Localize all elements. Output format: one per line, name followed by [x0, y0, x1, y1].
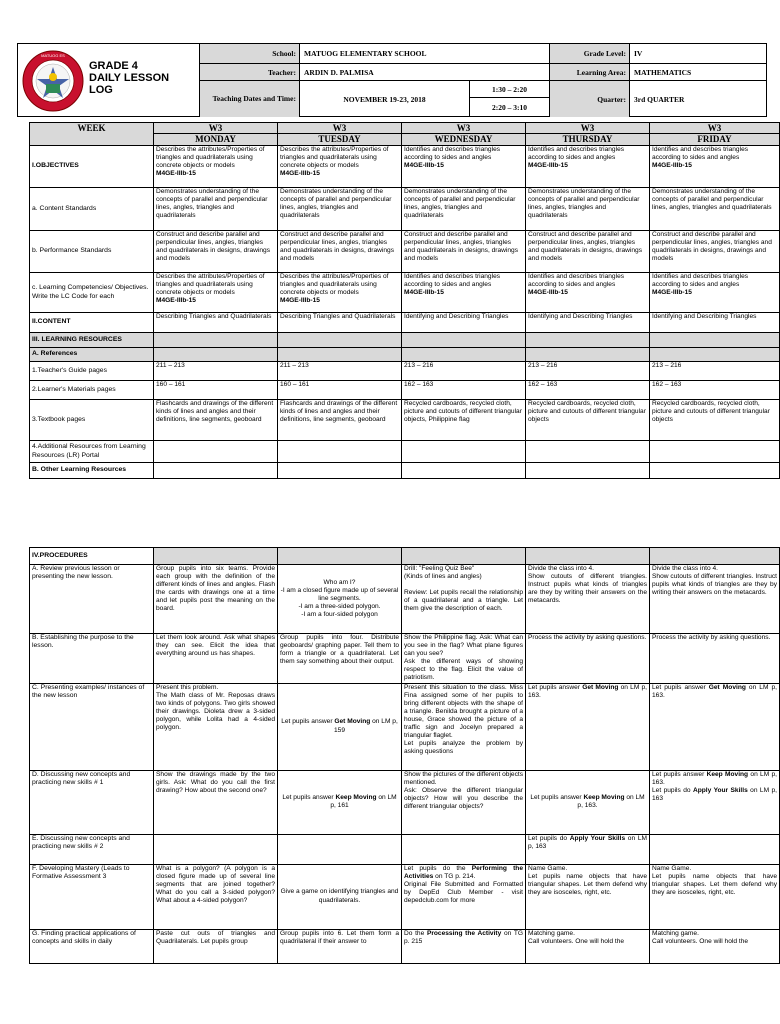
cell-wednesday: Construct and describe parallel and perpendicular lines, angles, triangles and quadrilaterals in designs, drawings and models [402, 231, 526, 273]
row-label-4-additional-resources-from-learning-res: 4.Additional Resources from Learning Resources (LR) Portal [30, 441, 154, 463]
cell-tuesday [278, 463, 402, 479]
row-label-b-establishing-the-purpose-to-the-lesson: B. Establishing the purpose to the lesson. [30, 634, 154, 684]
cell-wednesday: Identifies and describes triangles according to sides and angles M4GE-IIIb-15 [402, 273, 526, 313]
cell-thursday: Identifying and Describing Triangles [526, 313, 650, 333]
cell-monday [154, 441, 278, 463]
cell-thursday: Process the activity by asking questions. [526, 634, 650, 684]
cell-monday: Show the drawings made by the two girls. Ask: What do you call the first drawing? How about the second one? [154, 770, 278, 834]
rows1-row [30, 231, 780, 273]
cell-tuesday: 211 – 213 [278, 362, 402, 381]
cell-thursday: Matching game. Call volunteers. One will hold the [526, 929, 650, 963]
cell-thursday [526, 441, 650, 463]
cell-tuesday: Flashcards and drawings of the different kinds of lines and angles and their definitions, line segments, geoboard [278, 400, 402, 441]
cell-tuesday: Group pupils into 6. Let them form a quadrilateral if their answer to [278, 929, 402, 963]
day-monday: MONDAY [154, 134, 278, 146]
row-label-g-finding-practical-applications-of-conc: G. Finding practical applications of concepts and skills in daily [30, 929, 154, 963]
cell-friday [650, 333, 780, 348]
cell-friday: Construct and describe parallel and perpendicular lines, angles, triangles and quadrilaterals in designs, drawings and models [650, 231, 780, 273]
cell-monday: Paste cut outs of triangles and Quadrilaterals. Let pupils group [154, 929, 278, 963]
cell-wednesday: Show the Philippine flag. Ask: What can you see in the flag? What plane figures can you see? Ask the different ways of showing respect to the flag. Elicit the value of patriotism. [402, 634, 526, 684]
cell-tuesday [278, 441, 402, 463]
cell-tuesday: Describes the attributes/Properties of triangles and quadrilaterals using concrete objects or models M4GE-IIIb-15 [278, 273, 402, 313]
cell-thursday: Let pupils answer Get Moving on LM p, 163. [526, 683, 650, 770]
cell-friday: Name Game. Let pupils name objects that have triangular shapes. Let them defend why they are isosceles, right, etc. [650, 864, 780, 929]
cell-friday: Process the activity by asking questions. [650, 634, 780, 684]
procedures-table [29, 547, 780, 964]
cell-monday: Group pupils into six teams. Provide each group with the definition of the different kinds of lines and angles. Flash the cards with drawings one at a time and let pupils post the meaning on the board. [154, 565, 278, 634]
cell-wednesday: 162 – 163 [402, 381, 526, 400]
rows1-row [30, 273, 780, 313]
rows1-row [30, 400, 780, 441]
cell-tuesday: Give a game on identifying triangles and quadrilaterals. [278, 864, 402, 929]
cell-thursday: 162 – 163 [526, 381, 650, 400]
cell-thursday: Construct and describe parallel and perpendicular lines, angles, triangles and quadrilaterals in designs, drawings and models [526, 231, 650, 273]
cell-wednesday [402, 348, 526, 362]
row-label-iv-procedures: IV.PROCEDURES [30, 548, 154, 565]
cell-friday: Identifies and describes triangles according to sides and angles M4GE-IIIb-15 [650, 273, 780, 313]
cell-thursday: Identifies and describes triangles according to sides and angles M4GE-IIIb-15 [526, 273, 650, 313]
rows2-row [30, 683, 780, 770]
week-thu: W3 [526, 123, 650, 134]
row-label-2-learner-s-materials-pages: 2.Learner's Materials pages [30, 381, 154, 400]
cell-wednesday: Identifies and describes triangles according to sides and angles M4GE-IIIb-15 [402, 146, 526, 188]
cell-monday: Present this problem. The Math class of Mr. Reposas draws two kinds of polygons. Two girls showed their drawings. Dioleta drew a 3-sided polygon, while Lolita had a 4-sided polygon. [154, 683, 278, 770]
school-seal-logo [22, 50, 84, 112]
row-label-d-discussing-new-concepts-and-practicing: D. Discussing new concepts and practicing new skills # 1 [30, 770, 154, 834]
row-label-iii-learning-resources: III. LEARNING RESOURCES [30, 333, 154, 348]
school-value: MATUOG ELEMENTARY SCHOOL [299, 43, 549, 63]
time-slot-2: 2:20 – 3:10 [469, 97, 549, 117]
cell-monday: Demonstrates understanding of the concepts of parallel and perpendicular lines, angles, triangles and quadrilaterals [154, 188, 278, 231]
cell-friday [650, 441, 780, 463]
cell-friday: Identifies and describes triangles according to sides and angles M4GE-IIIb-15 [650, 146, 780, 188]
rows2-row [30, 548, 780, 565]
cell-monday [154, 463, 278, 479]
teaching-dates-value: NOVEMBER 19-23, 2018 [299, 80, 469, 117]
rows1-row [30, 441, 780, 463]
cell-thursday: Name Game. Let pupils name objects that have triangular shapes. Let them defend why they are isosceles, right, etc. [526, 864, 650, 929]
school-label: School: [199, 43, 299, 63]
cell-friday [650, 834, 780, 864]
rows2-row [30, 929, 780, 963]
cell-tuesday: Describing Triangles and Quadrilaterals [278, 313, 402, 333]
cell-wednesday [402, 548, 526, 565]
rows2-row [30, 565, 780, 634]
learning-area-value: MATHEMATICS [629, 63, 767, 80]
week-tue: W3 [278, 123, 402, 134]
rows1-row [30, 348, 780, 362]
rows1-row [30, 381, 780, 400]
cell-wednesday: Demonstrates understanding of the concepts of parallel and perpendicular lines, angles, triangles and quadrilaterals [402, 188, 526, 231]
teaching-dates-label: Teaching Dates and Time: [199, 80, 299, 117]
cell-wednesday [402, 441, 526, 463]
grade-level-label: Grade Level: [549, 43, 629, 63]
cell-monday: 211 – 213 [154, 362, 278, 381]
cell-tuesday: Let pupils answer Get Moving on LM p, 159 [278, 683, 402, 770]
cell-friday: Identifying and Describing Triangles [650, 313, 780, 333]
cell-tuesday: Describes the attributes/Properties of triangles and quadrilaterals using concrete objects or models M4GE-IIIb-15 [278, 146, 402, 188]
cell-thursday: Divide the class into 4. Show cutouts of different triangles. Instruct pupils what kinds of triangles are they by writing their answers on the metacards. [526, 565, 650, 634]
cell-thursday: Identifies and describes triangles according to sides and angles M4GE-IIIb-15 [526, 146, 650, 188]
cell-tuesday: Group pupils into four. Distribute geoboards/ graphing paper. Tell them to form a triangle or a quadrilateral. Let them say something about their output. [278, 634, 402, 684]
cell-monday: Let them look around. Ask what shapes they can see. Elicit the idea that everything around us has shapes. [154, 634, 278, 684]
week-wed: W3 [402, 123, 526, 134]
cell-tuesday: 160 – 161 [278, 381, 402, 400]
week-label: WEEK [30, 123, 154, 146]
row-label-b-performance-standards: b. Performance Standards [30, 231, 154, 273]
quarter-value: 3rd QUARTER [629, 80, 767, 117]
rows1-row [30, 333, 780, 348]
title-line-1: GRADE 4 [89, 60, 138, 72]
grade-title [89, 60, 169, 96]
rows2-row [30, 834, 780, 864]
cell-thursday: Let pupils do Apply Your Skills on LM p, 163 [526, 834, 650, 864]
rows1-row [30, 188, 780, 231]
rows1-row [30, 146, 780, 188]
svg-text:MATUOG ES: MATUOG ES [41, 53, 65, 58]
cell-monday: Describes the attributes/Properties of triangles and quadrilaterals using concrete objects or models M4GE-IIIb-15 [154, 146, 278, 188]
rows1-row [30, 463, 780, 479]
row-label-e-discussing-new-concepts-and-practicing: E. Discussing new concepts and practicing new skills # 2 [30, 834, 154, 864]
cell-wednesday: Show the pictures of the different objects mentioned. Ask: Observe the different triangular objects? How will you describe the different triangular objects? [402, 770, 526, 834]
cell-friday: Demonstrates understanding of the concepts of parallel and perpendicular lines, angles, triangles and quadrilaterals [650, 188, 780, 231]
row-label-a-content-standards: a. Content Standards [30, 188, 154, 231]
teacher-value: ARDIN D. PALMISA [299, 63, 549, 80]
cell-wednesday: Identifying and Describing Triangles [402, 313, 526, 333]
week-fri: W3 [650, 123, 780, 134]
cell-monday: What is a polygon? (A polygon is a closed figure made up of several line segments that are joined together? What do you call a 3-sided polygon? What about a 4-sided polygon? [154, 864, 278, 929]
cell-wednesday [402, 463, 526, 479]
cell-tuesday [278, 333, 402, 348]
row-label-3-textbook-pages: 3.Textbook pages [30, 400, 154, 441]
cell-wednesday [402, 834, 526, 864]
cell-friday: Let pupils answer Keep Moving on LM p, 163. Let pupils do Apply Your Skills on LM p, 163 [650, 770, 780, 834]
cell-wednesday: Drill: "Feeling Quiz Bee" (Kinds of lines and angles) Review: Let pupils recall the relationship of a quadrilateral and a triangle. Let them give the description of each. [402, 565, 526, 634]
rows2-row [30, 634, 780, 684]
row-label-a-review-previous-lesson-or-presenting-t: A. Review previous lesson or presenting the new lesson. [30, 565, 154, 634]
cell-thursday: Let pupils answer Keep Moving on LM p, 163. [526, 770, 650, 834]
time-slot-1: 1:30 – 2:20 [469, 80, 549, 97]
row-label-1-teacher-s-guide-pages: 1.Teacher's Guide pages [30, 362, 154, 381]
cell-friday [650, 548, 780, 565]
cell-tuesday: Let pupils answer Keep Moving on LM p, 161 [278, 770, 402, 834]
cell-thursday [526, 548, 650, 565]
cell-friday: Recycled cardboards, recycled cloth, picture and cutouts of different triangular objects [650, 400, 780, 441]
cell-tuesday [278, 548, 402, 565]
cell-thursday [526, 333, 650, 348]
cell-thursday [526, 348, 650, 362]
row-label-i-objectives: I.OBJECTIVES [30, 146, 154, 188]
title-line-3: LOG [89, 84, 113, 96]
cell-monday [154, 548, 278, 565]
cell-monday: Describes the attributes/Properties of triangles and quadrilaterals using concrete objects or models M4GE-IIIb-15 [154, 273, 278, 313]
cell-wednesday: Do the Processing the Activity on TG p. 215 [402, 929, 526, 963]
row-label-b-other-learning-resources: B. Other Learning Resources [30, 463, 154, 479]
rows2-row [30, 770, 780, 834]
cell-tuesday [278, 348, 402, 362]
rows1-row [30, 313, 780, 333]
cell-monday [154, 834, 278, 864]
cell-monday: Construct and describe parallel and perpendicular lines, angles, triangles and quadrilaterals in designs, drawings and models [154, 231, 278, 273]
row-label-c-presenting-examples-instances-of-the-n: C. Presenting examples/ instances of the new lesson [30, 683, 154, 770]
title-line-2: DAILY LESSON [89, 72, 170, 84]
row-label-f-developing-mastery-leads-to-formative-: F. Developing Mastery (Leads to Formative Assessment 3 [30, 864, 154, 929]
cell-friday [650, 463, 780, 479]
grade-level-value: IV [629, 43, 767, 63]
cell-wednesday: Present this situation to the class. Miss Fina assigned some of her pupils to bring different objects with the shape of a triangle. Benilda brought a picture of a house, Grace showed the picture of a traffic sign and Jocelyn prepared a triangular flaglet. Let pupils analyze the problem by asking questions [402, 683, 526, 770]
cell-friday: Matching game. Call volunteers. One will hold the [650, 929, 780, 963]
quarter-label: Quarter: [549, 80, 629, 117]
cell-friday [650, 348, 780, 362]
cell-thursday: Recycled cardboards, recycled cloth, picture and cutouts of different triangular objects [526, 400, 650, 441]
cell-thursday: Demonstrates understanding of the concepts of parallel and perpendicular lines, angles, triangles and quadrilaterals [526, 188, 650, 231]
teacher-label: Teacher: [199, 63, 299, 80]
cell-friday: 213 – 216 [650, 362, 780, 381]
cell-monday [154, 348, 278, 362]
learning-area-label: Learning Area: [549, 63, 629, 80]
day-thursday: THURSDAY [526, 134, 650, 146]
cell-wednesday [402, 333, 526, 348]
cell-wednesday: Let pupils do the Performing the Activities on TG p. 214. Original File Submitted and Formatted by DepEd Club Member - visit depedclub.com for more [402, 864, 526, 929]
cell-friday: 162 – 163 [650, 381, 780, 400]
day-tuesday: TUESDAY [278, 134, 402, 146]
cell-monday [154, 333, 278, 348]
cell-tuesday: Who am I? -I am a closed figure made up of several line segments. -I am a three-sided polygon. -I am a four-sided polygon [278, 565, 402, 634]
cell-monday: 160 – 161 [154, 381, 278, 400]
cell-friday: Divide the class into 4. Show cutouts of different triangles. Instruct pupils what kinds of triangles are they by writing their answers on the metacards. [650, 565, 780, 634]
cell-wednesday: 213 – 216 [402, 362, 526, 381]
cell-tuesday: Construct and describe parallel and perpendicular lines, angles, triangles and quadrilaterals in designs, drawings and models [278, 231, 402, 273]
week-mon: W3 [154, 123, 278, 134]
cell-wednesday: Recycled cardboards, recycled cloth, picture and cutouts of different triangular objects, Philippine flag [402, 400, 526, 441]
objectives-resources-table [29, 122, 780, 479]
row-label-ii-content: II.CONTENT [30, 313, 154, 333]
rows2-row [30, 864, 780, 929]
dll-header [17, 43, 767, 117]
rows1-row [30, 362, 780, 381]
cell-monday: Describing Triangles and Quadrilaterals [154, 313, 278, 333]
row-label-a-references: A. References [30, 348, 154, 362]
cell-friday: Let pupils answer Get Moving on LM p, 163. [650, 683, 780, 770]
day-wednesday: WEDNESDAY [402, 134, 526, 146]
cell-thursday: 213 – 216 [526, 362, 650, 381]
cell-thursday [526, 463, 650, 479]
day-friday: FRIDAY [650, 134, 780, 146]
cell-tuesday: Demonstrates understanding of the concepts of parallel and perpendicular lines, angles, triangles and quadrilaterals [278, 188, 402, 231]
cell-tuesday [278, 834, 402, 864]
row-label-c-learning-competencies-objectives-write: c. Learning Competencies/ Objectives. Write the LC Code for each [30, 273, 154, 313]
cell-monday: Flashcards and drawings of the different kinds of lines and angles and their definitions, line segments, geoboard [154, 400, 278, 441]
